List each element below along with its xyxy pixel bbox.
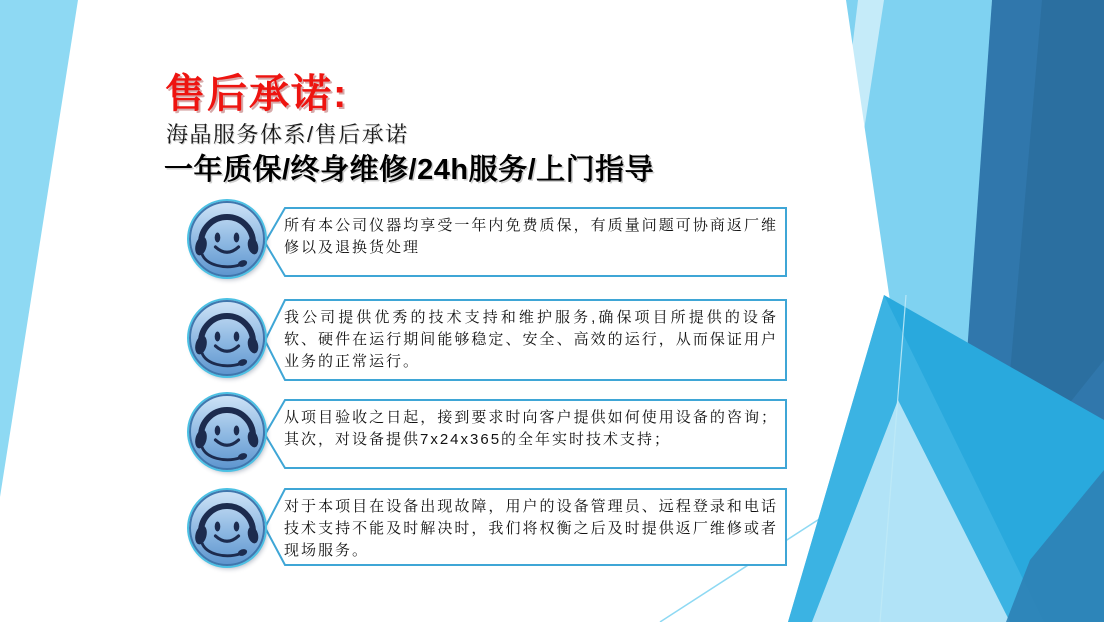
headset-agent-icon — [189, 201, 265, 277]
slide-heading: 一年质保/终身维修/24h服务/上门指导 — [164, 154, 655, 186]
slide-subtitle: 海晶服务体系/售后承诺 — [166, 122, 409, 147]
headset-agent-icon — [189, 394, 265, 470]
headset-agent-icon — [189, 490, 265, 566]
promise-card — [264, 207, 788, 278]
promise-text: 所有本公司仪器均享受一年内免费质保，有质量问题可协商返厂维修以及退换货处理 — [284, 217, 778, 256]
promise-card — [264, 488, 788, 567]
promise-card — [264, 299, 788, 382]
slide-title: 售后承诺: — [165, 72, 349, 116]
promise-text: 对于本项目在设备出现故障，用户的设备管理员、远程登录和电话技术支持不能及时解决时，我们将权衡之后及时提供返厂维修或者现场服务。 — [284, 498, 778, 559]
promise-text: 我公司提供优秀的技术支持和维护服务,确保项目所提供的设备软、硬件在运行期间能够稳定、安全、高效的运行，从而保证用户业务的正常运行。 — [284, 309, 778, 370]
promise-card — [264, 399, 788, 470]
headset-agent-icon — [189, 300, 265, 376]
promise-text: 从项目验收之日起，接到要求时向客户提供如何使用设备的咨询；其次，对设备提供7x24x365的全年实时技术支持； — [284, 409, 778, 448]
